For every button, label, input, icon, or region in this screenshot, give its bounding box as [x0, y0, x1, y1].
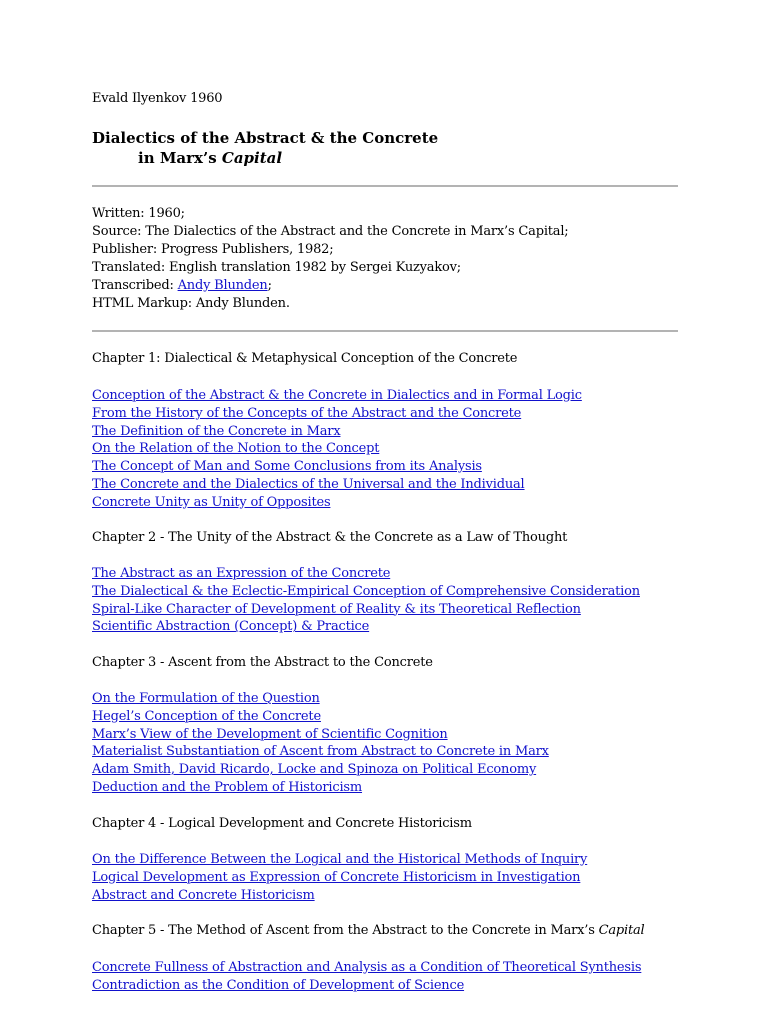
chapter-4-link-1[interactable]: On the Difference Between the Logical and the Historical Methods of Inquiry [92, 852, 588, 867]
meta-translated: Translated: English translation 1982 by Sergei Kuzyakov; [92, 260, 461, 275]
chapter-3-link-4[interactable]: Materialist Substantiation of Ascent from Abstract to Concrete in Marx [92, 744, 549, 760]
chapter-4-link-3[interactable]: Abstract and Concrete Historicism [92, 887, 315, 903]
chapter-2-link-4[interactable]: Scientific Abstraction (Concept) & Practice [92, 619, 370, 635]
chapter-5-links [92, 959, 641, 995]
chapter-2-link-3[interactable]: Spiral-Like Character of Development of Reality & its Theoretical Reflection [92, 601, 581, 617]
chapter-1-links [92, 387, 582, 512]
chapter-2-heading: Chapter 2 - The Unity of the Abstract & the Concrete as a Law of Thought [92, 530, 568, 545]
chapter-1-link-7[interactable]: Concrete Unity as Unity of Opposites [92, 494, 331, 510]
title-capital-italic: Capital [221, 149, 283, 167]
author-line: Evald Ilyenkov 1960 [92, 91, 223, 106]
horizontal-rule-bottom [92, 330, 678, 332]
title-line-1: Dialectics of the Abstract & the Concrete [92, 129, 439, 147]
chapter-4-link-2[interactable]: Logical Development as Expression of Concrete Historicism in Investigation [92, 869, 581, 885]
chapter-5-heading [92, 922, 645, 940]
chapter-1-link-1[interactable]: Conception of the Abstract & the Concrete in Dialectics and in Formal Logic [92, 388, 582, 403]
chapter-1-link-6[interactable]: The Concrete and the Dialectics of the Universal and the Individual [92, 476, 525, 492]
chapter-4-links [92, 851, 587, 904]
meta-transcribed [92, 277, 568, 295]
chapter-2-links [92, 565, 640, 636]
meta-source: Source: The Dialectics of the Abstract and the Concrete in Marx’s Capital; [92, 224, 569, 239]
chapter-3-link-3[interactable]: Marx’s View of the Development of Scientific Cognition [92, 726, 448, 742]
chapter-3-link-2[interactable]: Hegel’s Conception of the Concrete [92, 708, 321, 724]
meta-publisher: Publisher: Progress Publishers, 1982; [92, 242, 334, 257]
chapter-4-heading: Chapter 4 - Logical Development and Concrete Historicism [92, 816, 472, 831]
chapter-2-link-1[interactable]: The Abstract as an Expression of the Concrete [92, 566, 391, 581]
chapter-5-link-1[interactable]: Concrete Fullness of Abstraction and Analysis as a Condition of Theoretical Synthesis [92, 960, 642, 975]
chapter-1-link-4[interactable]: On the Relation of the Notion to the Concept [92, 441, 380, 457]
document-title [92, 128, 438, 168]
chapter-1-link-5[interactable]: The Concept of Man and Some Conclusions from its Analysis [92, 459, 482, 475]
meta-markup: HTML Markup: Andy Blunden. [92, 296, 290, 311]
title-line-2 [92, 148, 438, 168]
chapter-3-link-1[interactable]: On the Formulation of the Question [92, 691, 320, 706]
meta-written: Written: 1960; [92, 206, 185, 221]
title-line-2-text: in Marx’s [138, 149, 222, 167]
chapter-5-link-2[interactable]: Contradiction as the Condition of Development of Science [92, 977, 465, 993]
meta-transcribed-label: Transcribed: [92, 278, 178, 293]
chapter-3-heading: Chapter 3 - Ascent from the Abstract to the Concrete [92, 655, 433, 670]
chapter-3-link-5[interactable]: Adam Smith, David Ricardo, Locke and Spinoza on Political Economy [92, 762, 537, 778]
chapter-1-link-2[interactable]: From the History of the Concepts of the Abstract and the Concrete [92, 405, 522, 421]
publication-info [92, 205, 568, 313]
transcriber-link[interactable]: Andy Blunden [177, 278, 268, 293]
chapter-1-link-3[interactable]: The Definition of the Concrete in Marx [92, 423, 341, 439]
chapter-1-heading: Chapter 1: Dialectical & Metaphysical Conception of the Concrete [92, 351, 518, 366]
horizontal-rule-top [92, 185, 678, 187]
chapter-2-link-2[interactable]: The Dialectical & the Eclectic-Empirical Conception of Comprehensive Consideration [92, 583, 640, 599]
chapter-3-link-6[interactable]: Deduction and the Problem of Historicism [92, 779, 363, 795]
chapter-5-heading-text: Chapter 5 - The Method of Ascent from the Abstract to the Concrete in Marx’s [92, 923, 599, 938]
chapter-3-links [92, 690, 549, 797]
meta-transcribed-suffix: ; [267, 278, 272, 293]
chapter-5-heading-italic: Capital [598, 923, 645, 938]
